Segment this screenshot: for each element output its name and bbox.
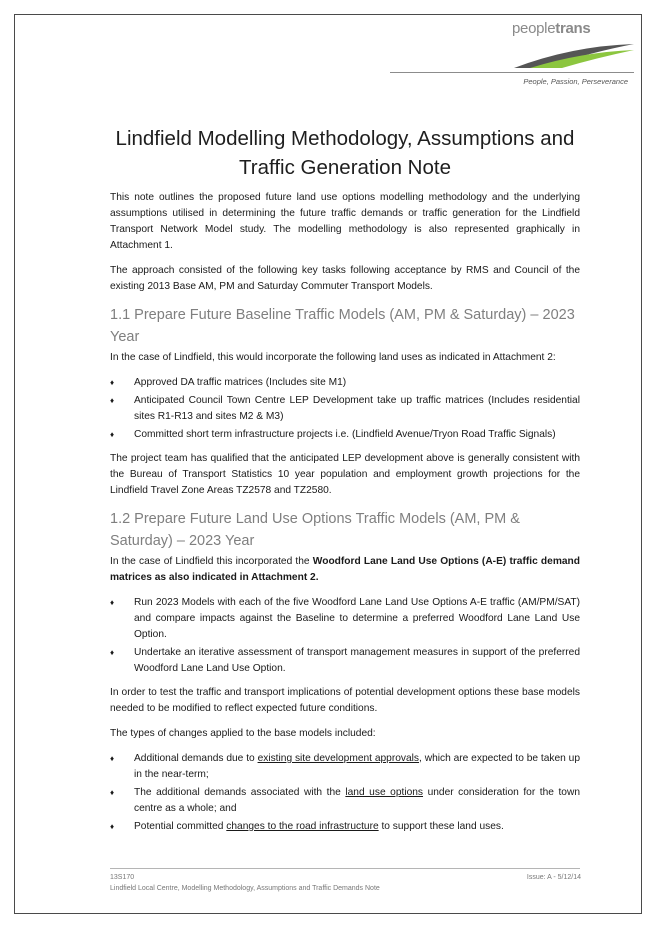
diamond-bullet-icon: ♦ bbox=[110, 788, 115, 797]
section-2-lead bbox=[110, 554, 580, 586]
change-text-after: under consideration for the town centre as a whole; and bbox=[134, 787, 580, 814]
document-body bbox=[110, 124, 580, 843]
logo-word-trans: trans bbox=[555, 20, 591, 37]
diamond-bullet-icon: ♦ bbox=[110, 378, 115, 387]
logo-wordmark bbox=[512, 20, 590, 37]
list-item bbox=[110, 427, 580, 443]
section-1-heading: 1.1 Prepare Future Baseline Traffic Models (AM, PM & Saturday) – 2023 Year bbox=[110, 307, 575, 345]
diamond-bullet-icon: ♦ bbox=[110, 754, 115, 763]
list-item bbox=[110, 645, 580, 677]
change-underlined-term: existing site development approvals bbox=[257, 753, 420, 764]
list-item-text: Undertake an iterative assessment of transport management measures in support of the preferred Woodford Lane Land Use Option. bbox=[134, 647, 580, 674]
diamond-bullet-icon: ♦ bbox=[110, 822, 115, 831]
section-2-lead-start: In the case of Lindfield this incorporated the bbox=[110, 556, 313, 567]
list-item bbox=[110, 375, 580, 391]
change-underlined-term: land use options bbox=[345, 787, 424, 798]
footer-document-name: Lindfield Local Centre, Modelling Methodology, Assumptions and Traffic Demands Note bbox=[110, 885, 380, 892]
logo-word-people: people bbox=[512, 20, 556, 37]
changes-bullet-list bbox=[110, 751, 580, 835]
list-item-text: Anticipated Council Town Centre LEP Development take up traffic matrices (Includes residential sites R1-R13 and sites M2 & M3) bbox=[134, 395, 580, 422]
change-text-after: , which are expected to be taken up in the near-term; bbox=[134, 753, 581, 780]
intro-paragraph-1: This note outlines the proposed future land use options modelling methodology and the underlying assumptions utilised in determining the future traffic demands or traffic generation for the Lindfield Transport Network Model study. The modelling methodology is also represented graphically in Attachment 1. bbox=[110, 192, 580, 251]
footer-issue: Issue: A - 5/12/14 bbox=[526, 874, 581, 881]
intro-paragraph-2: The approach consisted of the following key tasks following acceptance by RMS and Council of the existing 2013 Base AM, PM and Saturday Commuter Transport Models. bbox=[110, 265, 580, 292]
change-text-before: Potential committed bbox=[134, 821, 227, 832]
diamond-bullet-icon: ♦ bbox=[110, 648, 115, 657]
list-item bbox=[110, 785, 580, 817]
footer-rule bbox=[110, 868, 580, 869]
change-underlined-term: changes to the road infrastructure bbox=[226, 821, 379, 832]
peopletrans-logo bbox=[512, 20, 636, 72]
logo-swoosh-icon bbox=[512, 42, 636, 70]
section-2-lead-bold: Woodford Lane Land Use Options (A-E) traffic demand matrices as also indicated in Attachment 2. bbox=[110, 556, 580, 583]
diamond-bullet-icon: ♦ bbox=[110, 598, 115, 607]
change-text-before: The additional demands associated with the bbox=[134, 787, 346, 798]
section-1-closing: The project team has qualified that the anticipated LEP development above is generally consistent with the Bureau of Transport Statistics 10 year population and employment growth projections for the Lindfield Travel Zone Areas TZ2578 and TZ2580. bbox=[110, 453, 580, 496]
list-item-text: Approved DA traffic matrices (Includes site M1) bbox=[134, 377, 347, 388]
list-item-text: Run 2023 Models with each of the five Woodford Lane Land Use Options A-E traffic (AM/PM/SAT) and compare impacts against the Baseline to determine a preferred Woodford Lane Land Use Option. bbox=[134, 597, 580, 640]
header-rule bbox=[390, 72, 634, 73]
list-item bbox=[110, 393, 580, 425]
section-2-paragraph-1: In order to test the traffic and transport implications of potential development options these base models needed to be modified to reflect expected future conditions. bbox=[110, 687, 580, 714]
tagline: People, Passion, Perseverance bbox=[523, 77, 628, 86]
document-title: Lindfield Modelling Methodology, Assumptions and Traffic Generation Note bbox=[115, 127, 575, 179]
list-item bbox=[110, 819, 580, 835]
diamond-bullet-icon: ♦ bbox=[110, 396, 115, 405]
section-1-lead: In the case of Lindfield, this would incorporate the following land uses as indicated in Attachment 2: bbox=[110, 352, 556, 363]
list-item bbox=[110, 595, 580, 643]
footer-left bbox=[110, 872, 380, 894]
section-2-heading: 1.2 Prepare Future Land Use Options Traffic Models (AM, PM & Saturday) – 2023 Year bbox=[110, 511, 520, 549]
section-1-bullet-list bbox=[110, 375, 580, 443]
section-2-paragraph-2: The types of changes applied to the base models included: bbox=[110, 728, 376, 739]
list-item-text: Committed short term infrastructure projects i.e. (Lindfield Avenue/Tryon Road Traffic Signals) bbox=[134, 429, 556, 440]
footer-job-number: 13S170 bbox=[110, 874, 135, 881]
diamond-bullet-icon: ♦ bbox=[110, 430, 115, 439]
change-text-before: Additional demands due to bbox=[134, 753, 258, 764]
section-2-bullet-list bbox=[110, 595, 580, 677]
change-text-after: to support these land uses. bbox=[378, 821, 504, 832]
list-item bbox=[110, 751, 580, 783]
